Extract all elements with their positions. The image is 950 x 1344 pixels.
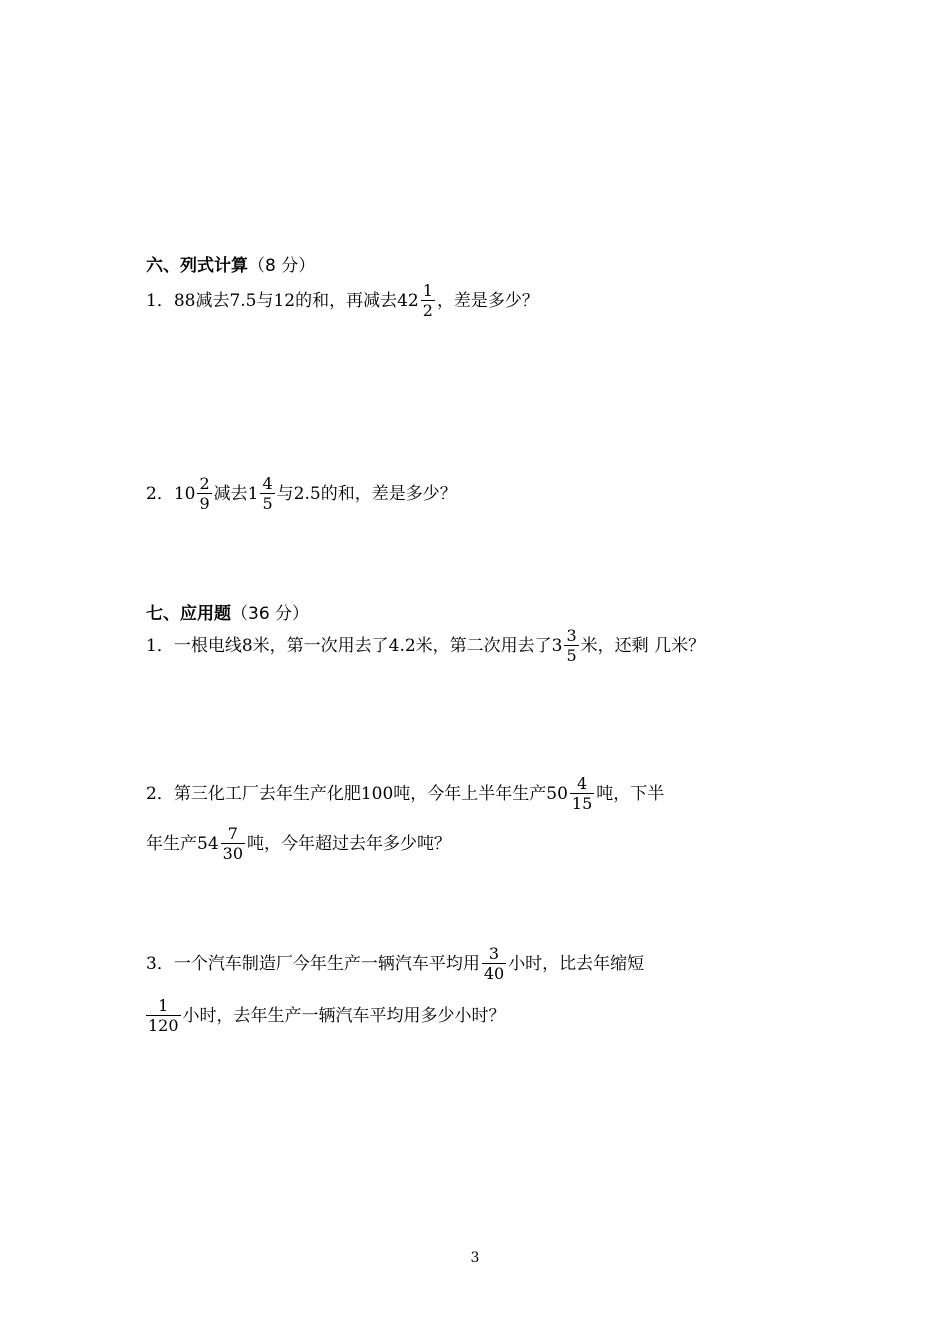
question-7-2-line-2 bbox=[146, 826, 451, 862]
fraction-numerator: 3 bbox=[566, 626, 577, 645]
question-7-3-line-1 bbox=[146, 946, 644, 982]
fraction-numerator: 7 bbox=[227, 824, 238, 843]
q7-2-line2-pre: 年生产54 bbox=[146, 833, 219, 854]
fraction-denominator: 40 bbox=[483, 964, 505, 983]
fraction-seven-thirtieths bbox=[221, 826, 245, 862]
question-7-2-line-1 bbox=[146, 776, 664, 812]
section-7-score: （36 分） bbox=[231, 604, 310, 624]
page-number: 3 bbox=[470, 1250, 480, 1266]
q7-3-line1-pre: 3．一个汽车制造厂今年生产一辆汽车平均用 bbox=[146, 953, 480, 974]
q7-1-pre: 1．一根电线8米，第一次用去了4.2米，第二次用去了3 bbox=[146, 635, 563, 656]
fraction-denominator: 120 bbox=[148, 1016, 179, 1035]
q6-2-post: 与2.5的和，差是多少？ bbox=[276, 483, 457, 504]
fraction-numerator: 3 bbox=[488, 944, 500, 963]
q7-3-line1-post: 小时，比去年缩短 bbox=[508, 953, 645, 974]
fraction-two-ninths bbox=[197, 476, 211, 512]
fraction-denominator: 15 bbox=[571, 794, 593, 813]
fraction-denominator: 5 bbox=[566, 646, 577, 665]
section-6-title bbox=[146, 251, 315, 276]
fraction-denominator: 9 bbox=[199, 494, 210, 513]
q6-2-mid: 减去1 bbox=[213, 483, 259, 504]
fraction-denominator: 30 bbox=[222, 844, 243, 863]
question-7-3-line-2 bbox=[146, 998, 506, 1034]
fraction-numerator: 4 bbox=[262, 474, 273, 493]
fraction-one-half bbox=[421, 283, 435, 319]
fraction-denominator: 5 bbox=[262, 494, 273, 513]
section-7-title bbox=[146, 599, 309, 624]
q6-1-pre: 1．88减去7.5与12的和，再减去42 bbox=[146, 290, 419, 311]
q6-1-post: ，差是多少？ bbox=[436, 290, 539, 311]
q7-2-line1-pre: 2．第三化工厂去年生产化肥100吨，今年上半年生产50 bbox=[146, 783, 568, 804]
fraction-numerator: 2 bbox=[199, 474, 210, 493]
fraction-numerator: 4 bbox=[576, 774, 588, 793]
q7-2-line2-post: 吨，今年超过去年多少吨？ bbox=[247, 833, 451, 854]
fraction-four-fifteenths bbox=[570, 776, 594, 812]
q7-2-line1-post: 吨，下半 bbox=[596, 783, 665, 804]
fraction-numerator: 1 bbox=[158, 996, 169, 1015]
section-6-title-text: 六、列式计算 bbox=[146, 256, 248, 276]
fraction-four-fifths bbox=[260, 476, 274, 512]
q6-2-pre: 2．10 bbox=[146, 483, 196, 504]
question-6-1 bbox=[146, 283, 539, 319]
question-6-2 bbox=[146, 476, 457, 512]
q7-1-post: 米，还剩 几米？ bbox=[580, 635, 706, 656]
fraction-denominator: 2 bbox=[422, 301, 433, 320]
section-7-title-text: 七、应用题 bbox=[146, 604, 231, 624]
question-7-1 bbox=[146, 628, 705, 664]
fraction-three-fortieths bbox=[482, 946, 506, 982]
fraction-three-fifths bbox=[564, 628, 578, 664]
fraction-numerator: 1 bbox=[422, 281, 433, 300]
fraction-one-hundred-twentieth bbox=[146, 998, 181, 1034]
section-6-score: （8 分） bbox=[248, 256, 316, 276]
q7-3-line2-post: 小时，去年生产一辆汽车平均用多少小时？ bbox=[182, 1005, 506, 1026]
